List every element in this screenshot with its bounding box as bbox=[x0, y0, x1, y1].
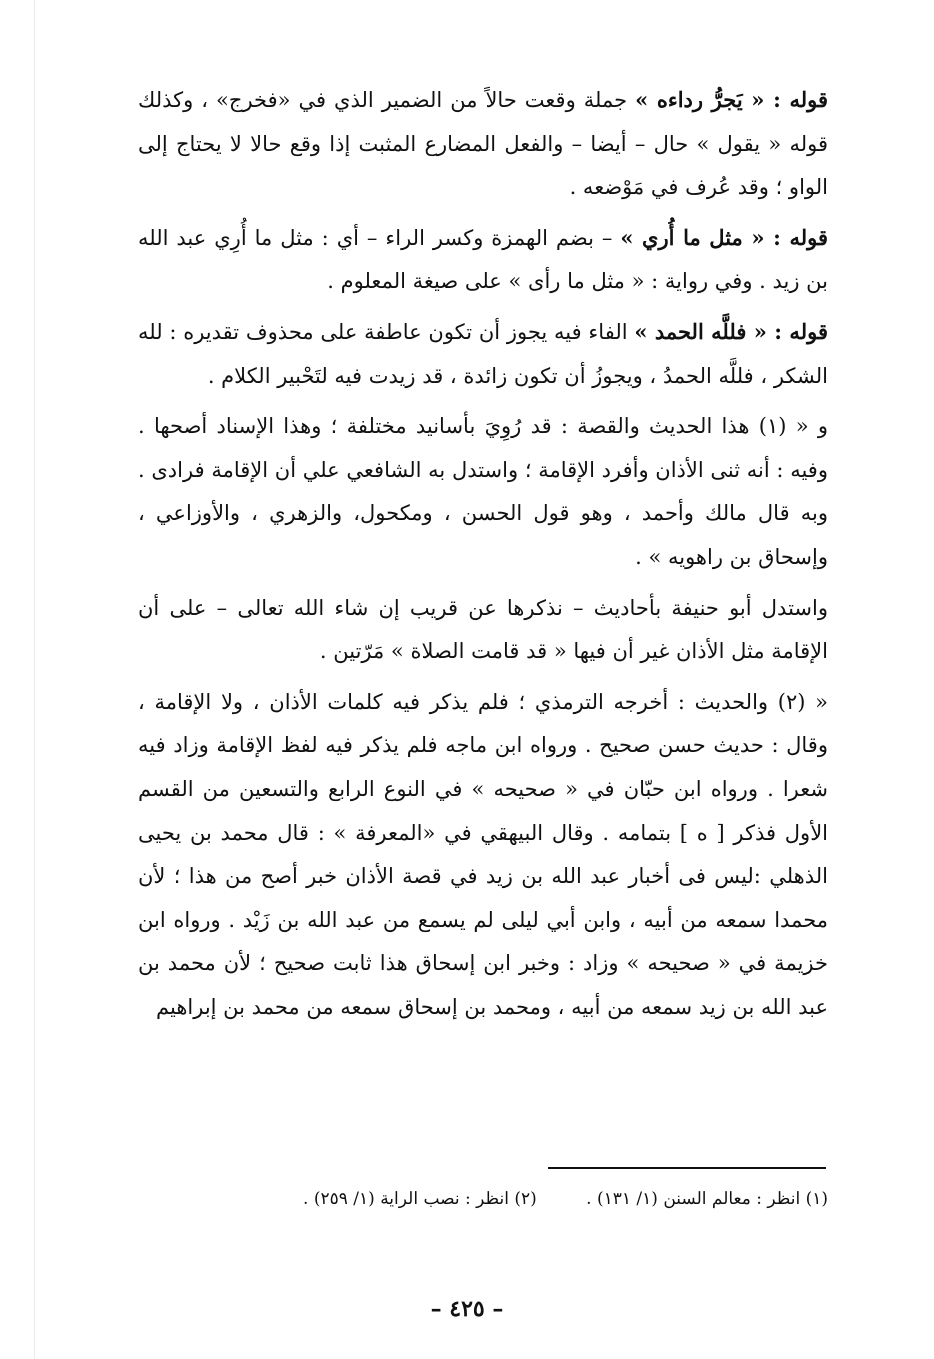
footnote-1: (١) انظر : معالم السنن (١/ ١٣١) . bbox=[586, 1189, 828, 1209]
paragraph-1 bbox=[138, 78, 828, 210]
footnote-2: (٢) انظر : نصب الراية (١/ ٢٥٩) . bbox=[303, 1189, 537, 1209]
paragraph-3-text: الفاء فيه يجوز أن تكون عاطفة على محذوف تقديره : لله الشكر ، فللَّه الحمدُ ، ويجوزُ أن تكون زائدة ، قد زيدت فيه لتَحْبير الكلام . bbox=[138, 319, 828, 388]
paragraph-6-text: « (٢) والحديث : أخرجه الترمذي ؛ فلم يذكر فيه كلمات الأذان ، ولا الإقامة ، وقال : حديث حسن صحيح . ورواه ابن ماجه فلم يذكر فيه لفظ الإقامة وزاد فيه شعرا . ورواه ابن حبّان في « صحيحه » في النوع الرابع والتسعين من القسم الأول فذكر [ ه ] بتمامه . وقال البيهقي في «المعرفة » : قال محمد بن يحيى الذهلي :ليس فى أخبار عبد الله بن زيد في قصة الأذان خبر أصح من هذا ؛ لأن محمدا سمعه من أبيه ، وابن أبي ليلى لم يسمع من عبد الله بن زَيْد . ورواه ابن خزيمة في « صحيحه » وزاد : وخبر ابن إسحاق هذا ثابت صحيح ؛ لأن محمد بن عبد الله بن زيد سمعه من أبيه ، ومحمد بن إسحاق سمعه من محمد بن إبراهيم bbox=[138, 689, 829, 1019]
footnotes bbox=[138, 1184, 828, 1214]
paragraph-2-lead: قوله : « مثل ما أُري » bbox=[620, 224, 828, 250]
paragraph-5 bbox=[138, 586, 828, 674]
footnote-divider bbox=[548, 1167, 826, 1169]
paragraph-4 bbox=[138, 404, 828, 579]
paragraph-2-text: – بضم الهمزة وكسر الراء – أي : مثل ما أُرِي عبد الله بن زيد . وفي رواية : « مثل ما رأى » على صيغة المعلوم . bbox=[138, 225, 828, 294]
scan-edge-line bbox=[34, 0, 35, 1359]
page-number: – ٤٢٥ – bbox=[430, 1296, 504, 1322]
main-text bbox=[138, 78, 828, 1029]
paragraph-6 bbox=[138, 680, 828, 1030]
paragraph-2 bbox=[138, 216, 828, 304]
paragraph-1-text: جملة وقعت حالاً من الضمير الذي في «فخرج» ، وكذلك قوله « يقول » حال – أيضا – والفعل المضارع المثبت إذا وقع حالا لا يحتاج إلى الواو ؛ وقد عُرف في مَوْضعه . bbox=[138, 88, 828, 200]
paragraph-3-lead: قوله : « فللَّه الحمد » bbox=[634, 318, 828, 344]
paragraph-4-text: و « (١) هذا الحديث والقصة : قد رُوِيَ بأسانيد مختلفة ؛ وهذا الإسناد أصحها . وفيه : أنه ثنى الأذان وأفرد الإقامة ؛ واستدل به الشافعي علي أن الإقامة فرادى . وبه قال مالك وأحمد ، وهو قول الحسن ، ومكحول، والزهري ، والأوزاعي ، وإسحاق بن راهويه » . bbox=[138, 414, 828, 569]
paragraph-5-text: واستدل أبو حنيفة بأحاديث – نذكرها عن قريب إن شاء الله تعالى – على أن الإقامة مثل الأذان غير أن فيها « قد قامت الصلاة » مَرّتين . bbox=[138, 595, 828, 664]
paragraph-3 bbox=[138, 310, 828, 398]
paragraph-1-lead: قوله : « يَجرُّ رداءه » bbox=[635, 87, 828, 112]
